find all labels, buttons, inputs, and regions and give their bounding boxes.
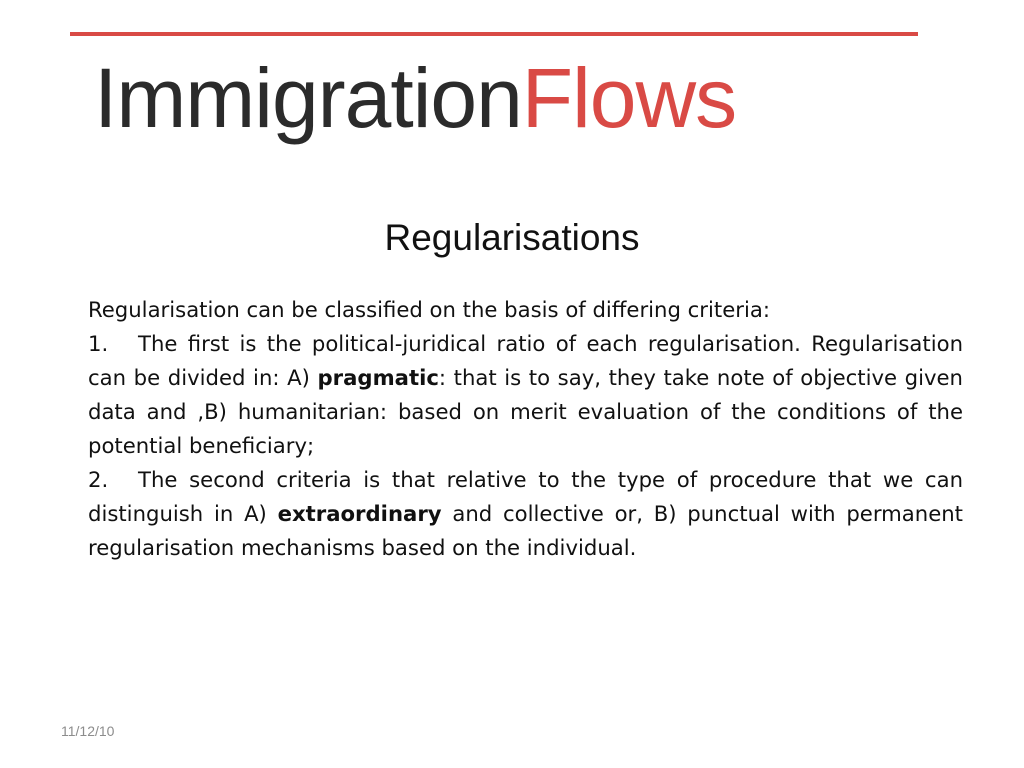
logo [94, 38, 736, 158]
list-item-1-text-a: The first is the political-juridical ratio of each regularisation. Regularisation can be divided in: A) [88, 331, 963, 390]
footer-date: 11/12/10 [61, 723, 115, 739]
list-item-2-text-a: The second criteria is that relative to the type of procedure that we can distinguish in A) [88, 467, 963, 526]
list-number-1: 1. [88, 331, 109, 356]
list-item-1 [88, 327, 963, 463]
logo-word-flows: Flows [521, 51, 737, 145]
top-divider [70, 32, 918, 36]
intro-text: Regularisation can be classified on the basis of differing criteria: [88, 297, 770, 322]
list-item-1-bold: pragmatic [317, 365, 439, 390]
list-item-2-bold: extraordinary [277, 501, 442, 526]
slide-body [88, 293, 963, 565]
list-item-2-text-b: and collective or, B) punctual with permanent regularisation mechanisms based on the individual. [88, 501, 963, 560]
list-item-2 [88, 463, 963, 565]
slide-title: Regularisations [384, 217, 640, 258]
logo-word-immigration: Immigration [94, 51, 522, 145]
list-item-1-text-b: : that is to say, they take note of objective given data and ,B) humanitarian: based on merit evaluation of the conditions of the potential beneficiary; [88, 365, 963, 458]
list-number-2: 2. [88, 467, 109, 492]
